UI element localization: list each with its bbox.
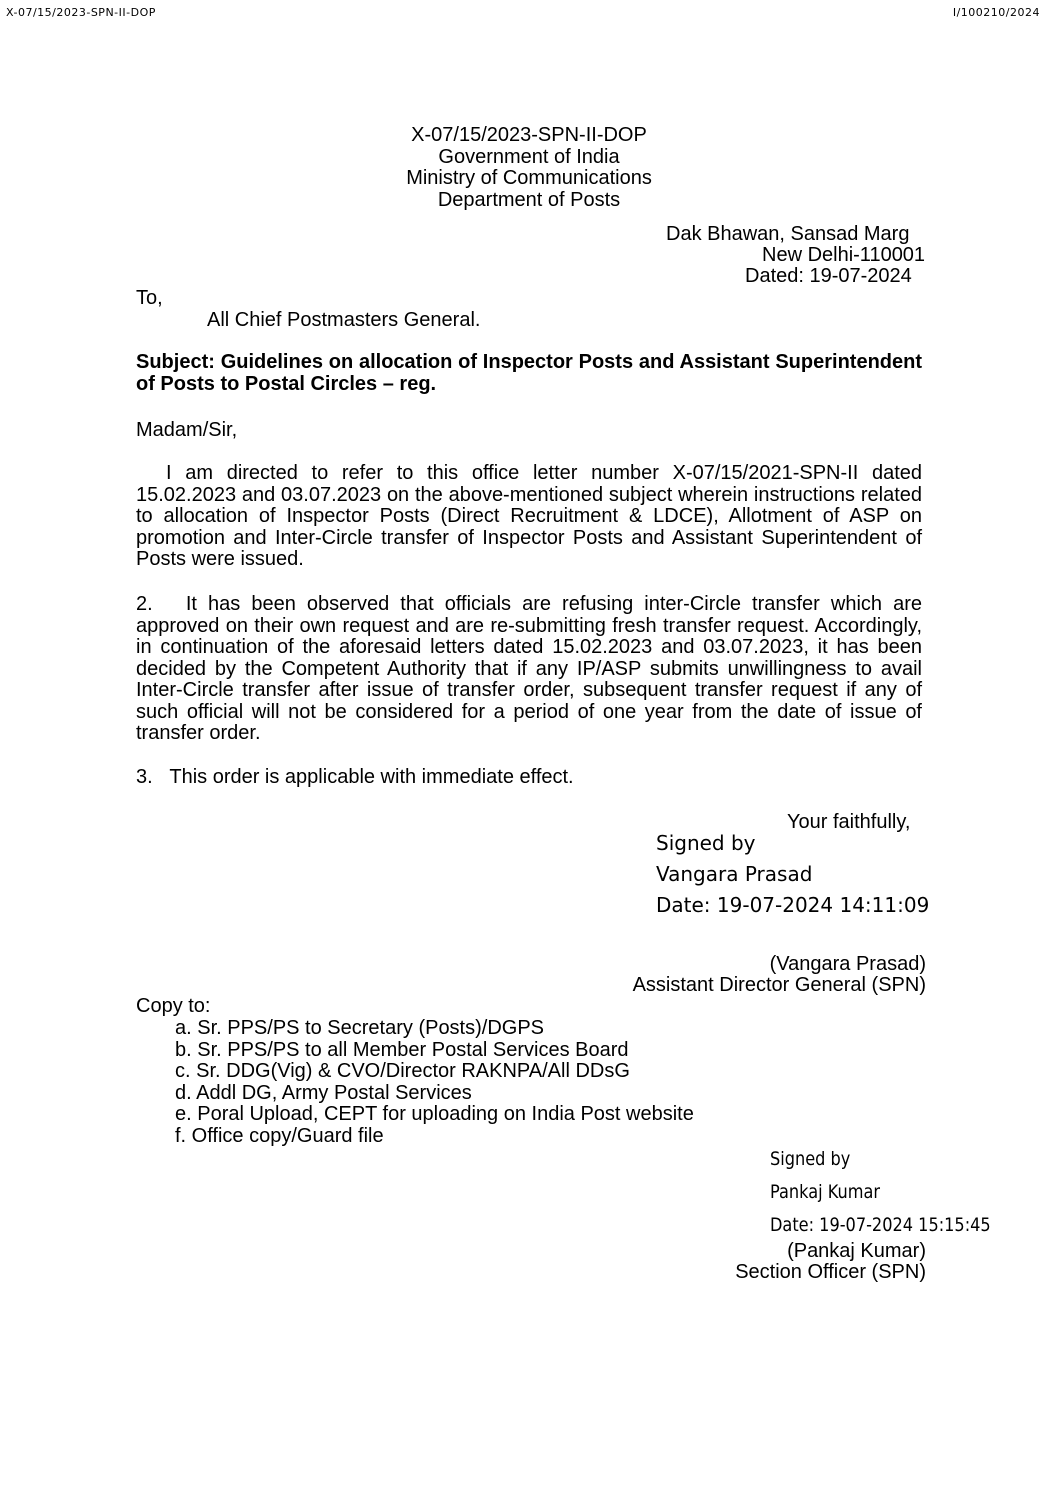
signer-name: Vangara Prasad (656, 862, 813, 886)
department: Department of Posts (437, 188, 621, 211)
signed-by-label: Signed by (770, 1148, 851, 1170)
subject: Subject: Guidelines on allocation of Inspector Posts and Assistant Superintendent of Posts to Postal Circles – reg. (136, 351, 922, 395)
list-item: d. Addl DG, Army Postal Services (175, 1081, 472, 1104)
digital-signature-1 (656, 830, 929, 918)
address-line-2: New Delhi-110001 (762, 244, 926, 266)
paragraph-1: I am directed to refer to this office letter number X-07/15/2021-SPN-II dated 15.02.2023 and 03.07.2023 on the above-mentioned subject wherein instructions related to allocation of Inspector Posts (Direct Recruitment & LDCE), Allotment of ASP on promotion and Inter-Circle transfer of Inspector Posts and Assistant Superintendent of Posts were issued. (136, 462, 922, 570)
list-item: f. Office copy/Guard file (175, 1124, 384, 1147)
copy-to-label: Copy to: (136, 995, 211, 1017)
signatory-2-name: (Pankaj Kumar) (787, 1240, 926, 1262)
paragraph-3: 3. This order is applicable with immediate effect. (136, 766, 574, 788)
header-file-number: X-07/15/2023-SPN-II-DOP (6, 6, 156, 19)
list-item: c. Sr. DDG(Vig) & CVO/Director RAKNPA/All DDsG (175, 1060, 630, 1082)
list-item: b. Sr. PPS/PS to all Member Postal Services Board (175, 1038, 629, 1061)
to-label: To, (136, 287, 163, 309)
letter-heading (0, 125, 1058, 211)
address-line-1: Dak Bhawan, Sansad Marg (666, 223, 910, 245)
signatory-1-name: (Vangara Prasad) (769, 953, 926, 975)
signature-date: Date: 19-07-2024 15:15:45 (770, 1214, 991, 1236)
signed-by-label: Signed by (656, 831, 756, 855)
file-number: X-07/15/2023-SPN-II-DOP (411, 124, 647, 146)
ministry: Ministry of Communications (406, 167, 652, 189)
paragraph-2: 2. It has been observed that officials are refusing inter-Circle transfer which are approved on their own request and are re-submitting fresh transfer request. Accordingly, in continuation of the aforesaid letters dated 15.02.2023 and 03.07.2023, it has been decided by the Competent Authority that if any IP/ASP submits unwillingness to avail Inter-Circle transfer after issue of transfer order, subsequent transfer request if any of such official will not be considered for a period of one year from the date of issue of transfer order. (136, 593, 922, 744)
signatory-1-designation: Assistant Director General (SPN) (632, 974, 926, 996)
digital-signature-2 (770, 1143, 991, 1242)
recipient: All Chief Postmasters General. (207, 309, 481, 331)
signature-date: Date: 19-07-2024 14:11:09 (656, 893, 930, 917)
closing: Your faithfully, (787, 811, 911, 833)
signatory-2-designation: Section Officer (SPN) (735, 1261, 926, 1283)
salutation: Madam/Sir, (136, 419, 238, 441)
government: Government of India (438, 145, 620, 168)
list-item: e. Poral Upload, CEPT for uploading on India Post website (175, 1103, 694, 1125)
header-receipt-number: I/100210/2024 (952, 6, 1040, 19)
copy-to-list (175, 1018, 694, 1147)
list-item: a. Sr. PPS/PS to Secretary (Posts)/DGPS (175, 1017, 545, 1039)
letter-date: Dated: 19-07-2024 (745, 265, 912, 287)
signer-name: Pankaj Kumar (770, 1181, 881, 1203)
